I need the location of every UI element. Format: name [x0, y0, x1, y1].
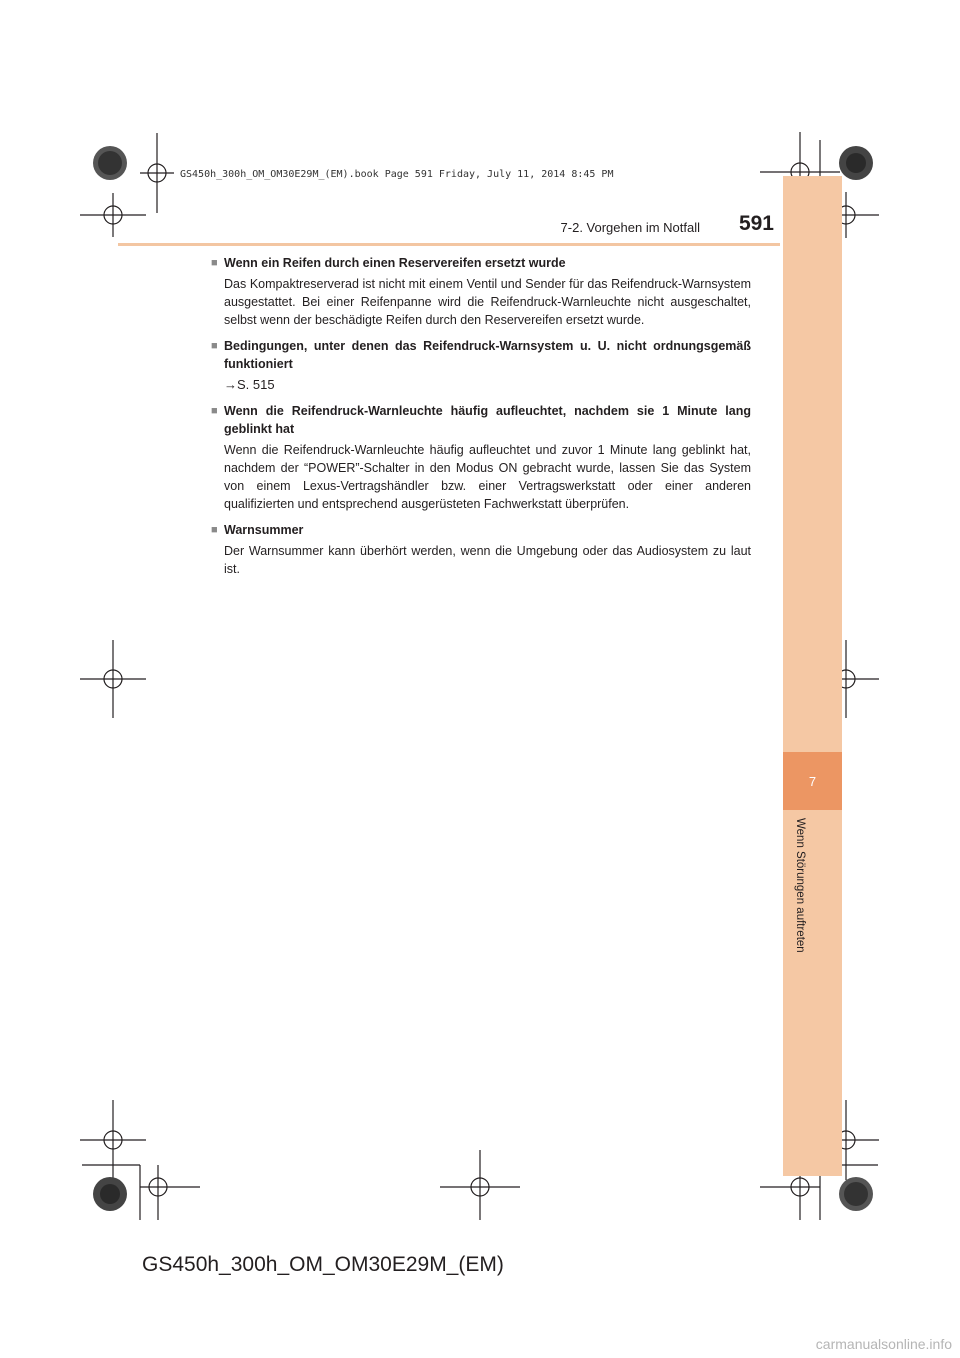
- registration-target-icon: [80, 640, 146, 718]
- color-target-icon: [93, 146, 127, 180]
- page-number: 591: [738, 212, 774, 235]
- item-body: Das Kompaktreserverad ist nicht mit einem Ventil und Sender für das Reifendruck-Warnsystem ausgestattet. Bei einer Reifenpanne wird die Reifendruck-Warnleuchte nicht ausgeschaltet, selbst wenn der beschädigte Reifen durch den Reservereifen ersetzt wurde.: [224, 277, 751, 327]
- item-body: Wenn die Reifendruck-Warnleuchte häufig aufleuchtet und zuvor 1 Minute lang geblinkt hat, nachdem der “POWER”-Schalter in den Modus ON gebracht wurde, lassen Sie das System von einem Lexus-Vertragshändler bzw. einer Vertragswerkstatt oder einer anderen qualifizierten und entsprechend ausgerüsteten Fachwerkstatt überprüfen.: [224, 443, 751, 511]
- item-body: Der Warnsummer kann überhört werden, wenn die Umgebung oder das Audiosystem zu laut ist.: [224, 544, 751, 576]
- registration-target-icon: [80, 193, 146, 237]
- header-rule: [118, 243, 780, 246]
- content-item: [211, 521, 751, 578]
- book-info-line: GS450h_300h_OM_OM30E29M_(EM).book Page 591 Friday, July 11, 2014 8:45 PM: [180, 169, 614, 180]
- page-content: [211, 254, 751, 586]
- registration-target-icon: [440, 1150, 520, 1220]
- content-item: [211, 337, 751, 394]
- content-item: [211, 254, 751, 329]
- section-title: 7-2. Vorgehen im Notfall: [560, 220, 700, 235]
- registration-target-icon: [140, 133, 174, 213]
- item-heading: Warnsummer: [224, 523, 304, 537]
- item-heading: Wenn ein Reifen durch einen Reservereifen ersetzt wurde: [224, 256, 566, 270]
- square-bullet-icon: ■: [211, 405, 218, 417]
- content-item: [211, 402, 751, 513]
- chapter-number-tab: 7: [783, 752, 842, 810]
- registration-target-icon: [80, 1100, 146, 1180]
- color-target-icon: [839, 146, 873, 180]
- item-heading: Wenn die Reifendruck-Warnleuchte häufig aufleuchtet, nachdem sie 1 Minute lang geblinkt hat: [224, 404, 751, 436]
- chapter-title: Wenn Störungen auftreten: [794, 818, 806, 953]
- chapter-side-band: [783, 176, 842, 1176]
- color-target-icon: [93, 1177, 127, 1211]
- registration-target-icon: [140, 1165, 200, 1220]
- color-target-icon: [839, 1177, 873, 1211]
- page-reference-link[interactable]: →S. 515: [224, 377, 275, 392]
- square-bullet-icon: ■: [211, 524, 218, 536]
- square-bullet-icon: ■: [211, 257, 218, 269]
- square-bullet-icon: ■: [211, 340, 218, 352]
- document-code: GS450h_300h_OM_OM30E29M_(EM): [142, 1253, 504, 1276]
- item-heading: Bedingungen, unter denen das Reifendruck-Warnsystem u. U. nicht ordnungsgemäß funktioniert: [224, 339, 751, 371]
- watermark: carmanualsonline.info: [815, 1336, 952, 1352]
